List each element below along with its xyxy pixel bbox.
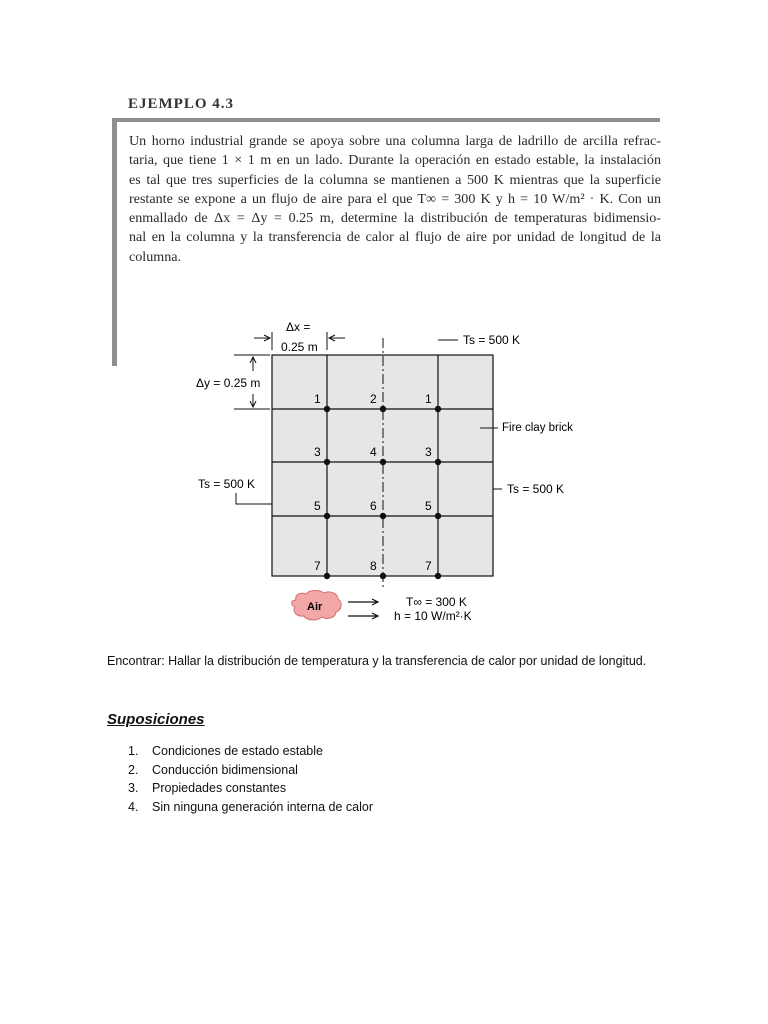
h-value-label: h = 10 W/m²·K (394, 609, 472, 623)
grid-node (435, 406, 441, 412)
example-box (112, 96, 662, 265)
list-item: 1. Condiciones de estado estable (128, 744, 323, 758)
grid-node (435, 459, 441, 465)
node-label: 5 (425, 499, 432, 513)
find-statement: Encontrar: Hallar la distribución de temperatura y la transferencia de calor por unidad de longitud. (107, 654, 647, 668)
node-label: 5 (314, 499, 321, 513)
grid-node (324, 406, 330, 412)
dx-arrow-left (254, 335, 270, 341)
example-line: nal en la columna y la transferencia de calor al flujo de aire por unidad de longitud de la (129, 229, 661, 246)
grid-node (435, 573, 441, 579)
node-label: 1 (425, 392, 432, 406)
ts-left-label: Ts = 500 K (198, 477, 256, 491)
grid-node (380, 513, 386, 519)
ts-top-label: Ts = 500 K (463, 333, 521, 347)
node-label: 7 (314, 559, 321, 573)
dx-arrow-right (329, 335, 345, 341)
list-item: 3. Propiedades constantes (128, 781, 287, 795)
example-line: es tal que tres superficies de la columna se mantienen a 500 K mientras que la superficie (129, 171, 661, 188)
t-inf-label: T∞ = 300 K (406, 595, 467, 609)
node-label: 4 (370, 445, 377, 459)
air-label: Air (307, 601, 323, 613)
grid-node (380, 573, 386, 579)
ts-right-label: Ts = 500 K (507, 482, 565, 496)
grid-node (324, 573, 330, 579)
grid-node (324, 513, 330, 519)
example-line: columna. (129, 248, 182, 265)
assumptions-list (128, 742, 373, 816)
air-arrow-top (348, 599, 378, 605)
node-label: 8 (370, 559, 377, 573)
brick-label: Fire clay brick (502, 422, 573, 434)
example-statement (129, 132, 661, 267)
assumptions-heading: Suposiciones (107, 711, 205, 728)
dx-label: Δx = (286, 320, 311, 334)
grid-node (435, 513, 441, 519)
grid-node (324, 459, 330, 465)
air-arrow-bottom (348, 613, 378, 619)
example-line: taria, que tiene 1 × 1 m en un lado. Durante la operación en estado estable, la instalación (129, 152, 661, 169)
node-label: 3 (425, 445, 432, 459)
example-title: EJEMPLO 4.3 (128, 96, 235, 112)
dy-arrow-bottom (250, 394, 256, 407)
example-line: Un horno industrial grande se apoya sobre una columna larga de ladrillo de arcilla refrac- (129, 133, 661, 149)
example-title-rule (112, 118, 660, 122)
dy-label: Δy = 0.25 m (196, 376, 261, 390)
example-line: restante se expone a un flujo de aire para el que T∞ = 300 K y h = 10 W/m² · K. Con un (129, 190, 661, 207)
node-label: 1 (314, 392, 321, 406)
nodal-grid-figure (180, 318, 590, 630)
dy-arrow-top (250, 357, 256, 371)
list-item: 4. Sin ninguna generación interna de calor (128, 799, 373, 814)
grid-node (380, 459, 386, 465)
node-label: 7 (425, 559, 432, 573)
dx-value: 0.25 m (281, 340, 318, 354)
example-side-bar (112, 120, 117, 366)
node-label: 6 (370, 499, 377, 513)
node-label: 2 (370, 392, 377, 406)
grid-node (380, 406, 386, 412)
list-item: 2. Conducción bidimensional (128, 762, 298, 777)
node-label: 3 (314, 445, 321, 459)
example-line: enmallado de Δx = Δy = 0.25 m, determine la distribución de temperaturas bidimensio- (129, 210, 661, 227)
